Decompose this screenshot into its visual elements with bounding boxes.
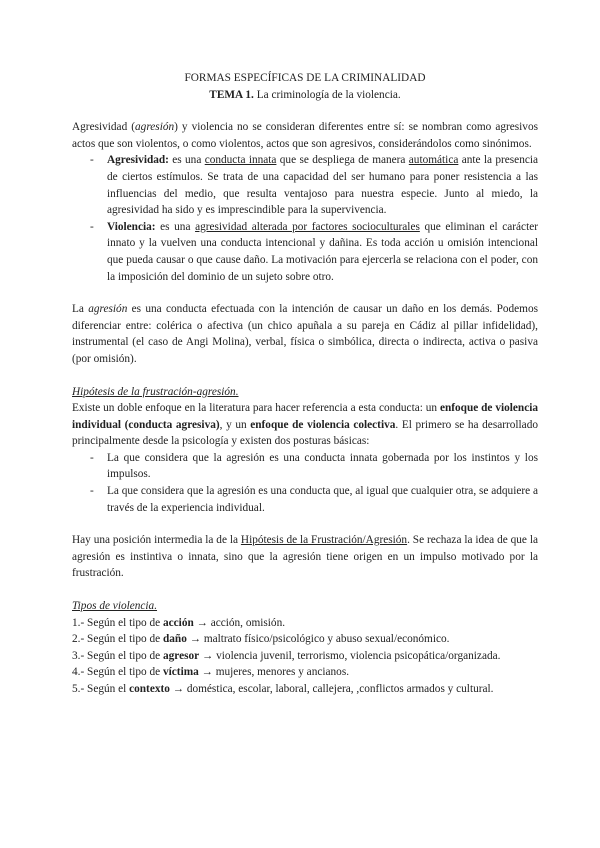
tema-text: La criminología de la violencia. [253, 88, 401, 101]
intro-paragraph [72, 119, 538, 152]
list-item-agresividad [90, 152, 538, 218]
text: 5.- Según el [72, 683, 130, 695]
intro-text-a: Agresividad ( [72, 121, 136, 134]
text: 3.- Según el tipo de [72, 649, 163, 662]
tipo-item [72, 681, 538, 698]
text: , y un [219, 418, 251, 431]
tipo-item [72, 615, 538, 632]
bold-term: contexto [129, 683, 170, 695]
bold-term: daño [163, 633, 187, 646]
bold-term: enfoque de violencia colectiva [250, 418, 396, 431]
spacer [72, 582, 538, 598]
underlined-term: conducta innata [204, 154, 277, 167]
text: . El primero se ha desarrollado principalmente desde la psicología y existen dos posturas básicas: [72, 418, 538, 448]
bold-term: acción [163, 616, 194, 629]
text: que se despliega de manera [276, 154, 409, 167]
underlined-term: automática [408, 154, 459, 167]
term-agresividad: Agresividad: [107, 154, 169, 167]
definitions-list [72, 152, 538, 285]
postures-list [72, 450, 538, 516]
tema-label: TEMA 1. [209, 88, 254, 101]
text: → doméstica, escolar, laboral, callejera, ,conflictos armados y cultural. [169, 683, 494, 695]
list-item-violencia [90, 219, 538, 285]
list-item: - La que considera que la agresión es una conducta que, al igual que cualquier otra, se adquiere a través de la experiencia individual. [90, 483, 538, 516]
document-subtitle [72, 87, 538, 104]
text: → violencia juvenil, terrorismo, violencia psicopática/organizada. [199, 649, 501, 662]
spacer [72, 285, 538, 301]
text: es una [155, 220, 196, 233]
text: 4.- Según el tipo de [72, 666, 163, 679]
hipotesis-paragraph [72, 400, 538, 450]
agresion-paragraph [72, 301, 538, 367]
text: ante la presencia de ciertos estímulos. Se trata de una capacidad del ser humano para poner resistencia a las influencias del medio, que resulta ventajoso para nuestra especie. Junto al miedo, la agresividad ha sido y es imprescindible para la supervivencia. [107, 154, 539, 217]
text: 2.- Según el tipo de [72, 633, 163, 646]
document-title: FORMAS ESPECÍFICAS DE LA CRIMINALIDAD [184, 72, 426, 84]
intermediate-paragraph [72, 532, 538, 582]
text: → mujeres, menores y ancianos. [198, 666, 350, 679]
section-heading-tipos: Tipos de violencia. [72, 600, 158, 613]
tipo-item [72, 664, 538, 681]
text: La [72, 303, 89, 316]
bold-term: víctima [163, 666, 199, 679]
intro-text-b: ) y violencia no se consideran diferentes entre sí: se nombran como agresivos actos que son violentos, o como violentos, actos que son agresivos, considerándolos como sinónimos. [72, 121, 538, 150]
text: → acción, omisión. [193, 616, 286, 629]
spacer [72, 368, 538, 384]
underlined-term: Hipótesis de la Frustración/Agresión [240, 534, 408, 547]
tipo-item [72, 648, 538, 665]
tipo-item [72, 631, 538, 648]
text: → maltrato físico/psicológico y abuso sexual/económico. [186, 633, 450, 646]
text: que eliminan el carácter innato y la vuelven una conducta intencional y dañina. Es toda acción u omisión intencional que pueda causar o que cause daño. La motivación para ejercerla se relaciona con el poder, con la imposición del dominio de un sujeto sobre otro. [107, 220, 538, 283]
section-heading-hipotesis: Hipótesis de la frustración-agresión. [72, 385, 239, 398]
bold-term: enfoque de violencia individual (conducta agresiva) [72, 402, 538, 431]
italic-term: agresión [88, 303, 128, 316]
spacer [72, 516, 538, 532]
text: Existe un doble enfoque en la literatura para hacer referencia a esta conducta: un [72, 402, 440, 415]
bold-term: agresor [163, 649, 200, 662]
text: . Se rechaza la idea de que la agresión es instintiva o innata, sino que la agresión tiene origen en un impulso motivado por la frustración. [72, 534, 538, 580]
text: 1.- Según el tipo de [72, 616, 163, 629]
document-page [72, 70, 538, 698]
underlined-term: agresividad alterada por factores socioculturales [195, 220, 420, 233]
text: Hay una posición intermedia la de la [72, 534, 241, 547]
text: es una conducta efectuada con la intención de causar un daño en los demás. Podemos diferenciar entre: colérica o afectiva (un chico apuñala a su pareja en Cádiz al pillar infidelidad), instrumental (el caso de Angi Molina), verbal, física o simbólica, directa o indirecta, activa o pasiva (por omisión). [72, 303, 538, 365]
term-violencia: Violencia: [107, 220, 156, 233]
intro-italic: agresión [135, 121, 175, 134]
text: es una [168, 154, 205, 167]
list-item: - La que considera que la agresión es una conducta innata gobernada por los instintos y los impulsos. [90, 450, 538, 483]
